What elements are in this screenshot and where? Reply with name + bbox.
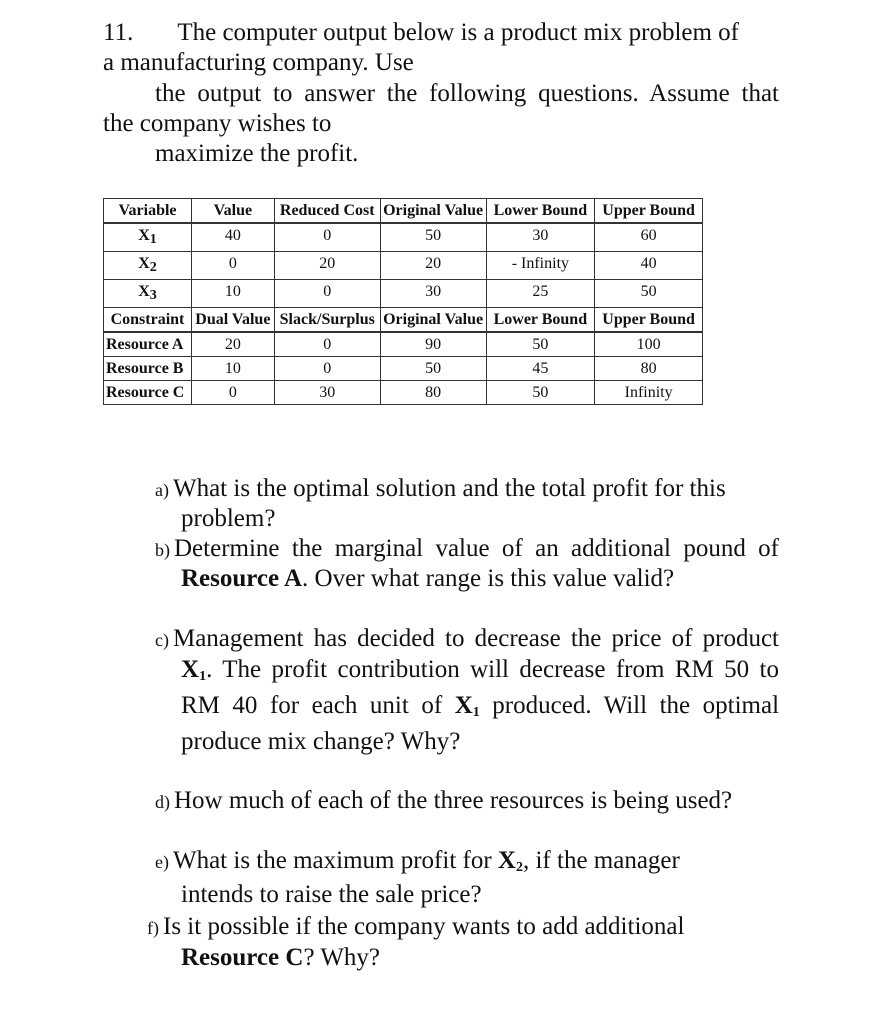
lower-bound-cell: - Infinity xyxy=(486,252,595,280)
header-original-value: Original Value xyxy=(380,308,486,333)
constraint-cell: Resource C xyxy=(104,381,192,405)
header-lower-bound: Lower Bound xyxy=(486,308,595,333)
lower-bound-cell: 50 xyxy=(486,381,595,405)
reduced-cost-cell: 0 xyxy=(274,223,380,252)
part-c-label: c) xyxy=(155,630,169,650)
upper-bound-cell: 50 xyxy=(595,280,703,308)
upper-bound-cell: 40 xyxy=(595,252,703,280)
part-c-line4: produce mix change? Why? xyxy=(181,728,461,755)
header-value: Value xyxy=(191,199,274,224)
slack-cell: 30 xyxy=(274,381,380,405)
lower-bound-cell: 45 xyxy=(486,357,595,381)
header-upper-bound: Upper Bound xyxy=(595,308,703,333)
header-constraint: Constraint xyxy=(104,308,192,333)
header-original-value: Original Value xyxy=(380,199,486,224)
dual-value-cell: 10 xyxy=(191,357,274,381)
dual-value-cell: 20 xyxy=(191,332,274,357)
table-row xyxy=(104,252,703,280)
part-e-line1: e) What is the maximum profit for $X_2$, if the manager xyxy=(155,847,680,875)
upper-bound-cell: 100 xyxy=(595,332,703,357)
header-reduced-cost: Reduced Cost xyxy=(274,199,380,224)
slack-cell: 0 xyxy=(274,332,380,357)
part-c-line1: c) Management has decided to decrease the price of product xyxy=(155,625,779,652)
resource-a-emphasis: Resource A xyxy=(181,565,303,592)
original-value-cell: 90 xyxy=(380,332,486,357)
part-c-line2: $X_1$. The profit contribution will decrease from RM 50 to xyxy=(181,656,779,684)
upper-bound-cell: 80 xyxy=(595,357,703,381)
slack-cell: 0 xyxy=(274,357,380,381)
part-b-line2: Resource A. Over what range is this value valid? xyxy=(181,565,675,592)
part-f-line2: Resource C? Why? xyxy=(181,944,381,971)
variable-cell: X2 xyxy=(104,252,192,280)
part-d-line1: d) How much of each of the three resources is being used? xyxy=(155,787,733,814)
header-slack-surplus: Slack/Surplus xyxy=(274,308,380,333)
question-intro-line4: the company wishes to xyxy=(103,110,332,137)
constraint-cell: Resource A xyxy=(104,332,192,357)
header-dual-value: Dual Value xyxy=(191,308,274,333)
lower-bound-cell: 25 xyxy=(486,280,595,308)
value-cell: 0 xyxy=(191,252,274,280)
header-upper-bound: Upper Bound xyxy=(595,199,703,224)
variable-header-row xyxy=(104,199,703,224)
part-b-line1: b) Determine the marginal value of an additional pound of xyxy=(155,535,779,562)
question-intro-line2: a manufacturing company. Use xyxy=(103,49,414,76)
upper-bound-cell: 60 xyxy=(595,223,703,252)
table-row xyxy=(104,357,703,381)
question-intro-line1 xyxy=(103,18,780,48)
value-cell: 40 xyxy=(191,223,274,252)
question-intro-line5: maximize the profit. xyxy=(155,140,359,167)
original-value-cell: 20 xyxy=(380,252,486,280)
variable-cell: X1 xyxy=(104,223,192,252)
constraint-header-row xyxy=(104,308,703,333)
part-f-line1: f) Is it possible if the company wants to add additional xyxy=(147,913,685,940)
part-a-line2: problem? xyxy=(181,505,276,532)
reduced-cost-cell: 20 xyxy=(274,252,380,280)
header-lower-bound: Lower Bound xyxy=(486,199,595,224)
table-row xyxy=(104,332,703,357)
constraint-cell: Resource B xyxy=(104,357,192,381)
dual-value-cell: 0 xyxy=(191,381,274,405)
part-f-label: f) xyxy=(147,918,159,938)
lower-bound-cell: 50 xyxy=(486,332,595,357)
upper-bound-cell: Infinity xyxy=(595,381,703,405)
part-e-line2: intends to raise the sale price? xyxy=(181,881,482,908)
question-number: 11. xyxy=(103,19,134,46)
part-d-label: d) xyxy=(155,792,170,812)
header-variable: Variable xyxy=(104,199,192,224)
computer-output-table xyxy=(103,198,703,405)
original-value-cell: 50 xyxy=(380,223,486,252)
table-row xyxy=(104,223,703,252)
value-cell: 10 xyxy=(191,280,274,308)
resource-c-emphasis: Resource C xyxy=(181,944,304,971)
question-intro-text1: The computer output below is a product mix problem of xyxy=(177,19,740,46)
table-row xyxy=(104,280,703,308)
part-b-label: b) xyxy=(155,540,170,560)
part-e-label: e) xyxy=(155,852,169,872)
part-a-label: a) xyxy=(155,480,169,500)
original-value-cell: 30 xyxy=(380,280,486,308)
table-row xyxy=(104,381,703,405)
question-intro-line3: the output to answer the following questions. Assume that xyxy=(155,80,779,107)
variable-cell: X3 xyxy=(104,280,192,308)
reduced-cost-cell: 0 xyxy=(274,280,380,308)
part-c-line3: RM 40 for each unit of $X_1$ produced. Will the optimal xyxy=(181,692,780,720)
part-a-line1: a) What is the optimal solution and the total profit for this xyxy=(155,475,726,502)
original-value-cell: 50 xyxy=(380,357,486,381)
lower-bound-cell: 30 xyxy=(486,223,595,252)
original-value-cell: 80 xyxy=(380,381,486,405)
